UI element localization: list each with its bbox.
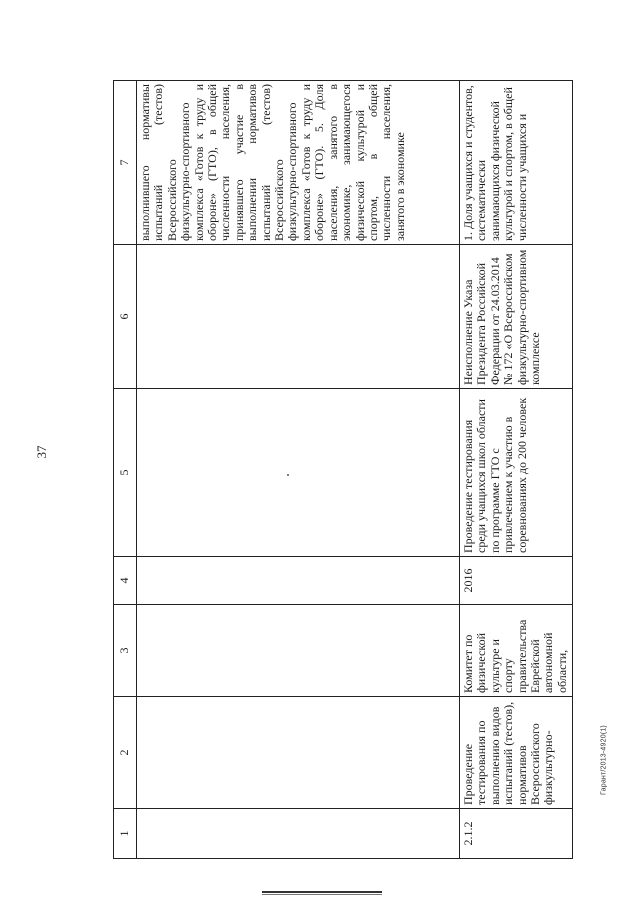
cell-indicator-continuation: выполнившего нормативы испытаний (тестов) Всероссийского физкультурно-спортивного комплекса «Готов к труду и обороне» (ГТО), в общей численности населения, принявшего участие в выполнении нормативов испытаний (тестов) Всероссийского физкультурно-спортивного комплекса «Готов к труду и обороне» (ГТО). 5. Доля населения, занятого в экономике, занимающегося физической культурой и спортом, в общей численности населения, занятого в экономике bbox=[137, 81, 460, 245]
scan-speck bbox=[287, 474, 289, 476]
cell-executor: Комитет по физической культуре и спорту правительства Еврейской автономной области, bbox=[460, 605, 573, 697]
table-row bbox=[460, 81, 573, 859]
cell-empty bbox=[137, 389, 460, 557]
page-number: 37 bbox=[34, 445, 49, 459]
header-row bbox=[114, 81, 137, 859]
cell-empty bbox=[137, 245, 460, 389]
header-col-6: 6 bbox=[114, 245, 137, 389]
header-col-4: 4 bbox=[114, 557, 137, 605]
cell-year: 2016 bbox=[460, 557, 573, 605]
table-row-continuation bbox=[137, 81, 460, 859]
cell-empty bbox=[137, 605, 460, 697]
header-col-7: 7 bbox=[114, 81, 137, 245]
cell-indicator: 1. Доля учащихся и студентов, систематически занимающихся физической культурой и спортом, в общей численности учащихся и bbox=[460, 81, 573, 245]
footer-rule-thin bbox=[262, 894, 382, 895]
rotated-table-block bbox=[113, 81, 569, 859]
cell-consequence: Неисполнение Указа Президента Российской Федерации от 24.03.2014 № 172 «О Всероссийском физкультурно-спортивном комплексе bbox=[460, 245, 573, 389]
footer-rule bbox=[262, 891, 382, 893]
header-col-3: 3 bbox=[114, 605, 137, 697]
document-stamp: Гарант/2013-4920(1) bbox=[600, 725, 608, 795]
program-table bbox=[113, 80, 573, 859]
cell-empty bbox=[137, 697, 460, 809]
cell-measure-name: Проведение тестирования по выполнению видов испытаний (тестов), нормативов Всероссийского физкультурно- bbox=[460, 697, 573, 809]
cell-empty bbox=[137, 809, 460, 859]
header-col-5: 5 bbox=[114, 389, 137, 557]
cell-row-number: 2.1.2 bbox=[460, 809, 573, 859]
header-col-1: 1 bbox=[114, 809, 137, 859]
cell-expected-result: Проведение тестирования среди учащихся школ области по программе ГТО с привлечением к участию в соревнованиях до 200 человек bbox=[460, 389, 573, 557]
header-col-2: 2 bbox=[114, 697, 137, 809]
cell-empty bbox=[137, 557, 460, 605]
